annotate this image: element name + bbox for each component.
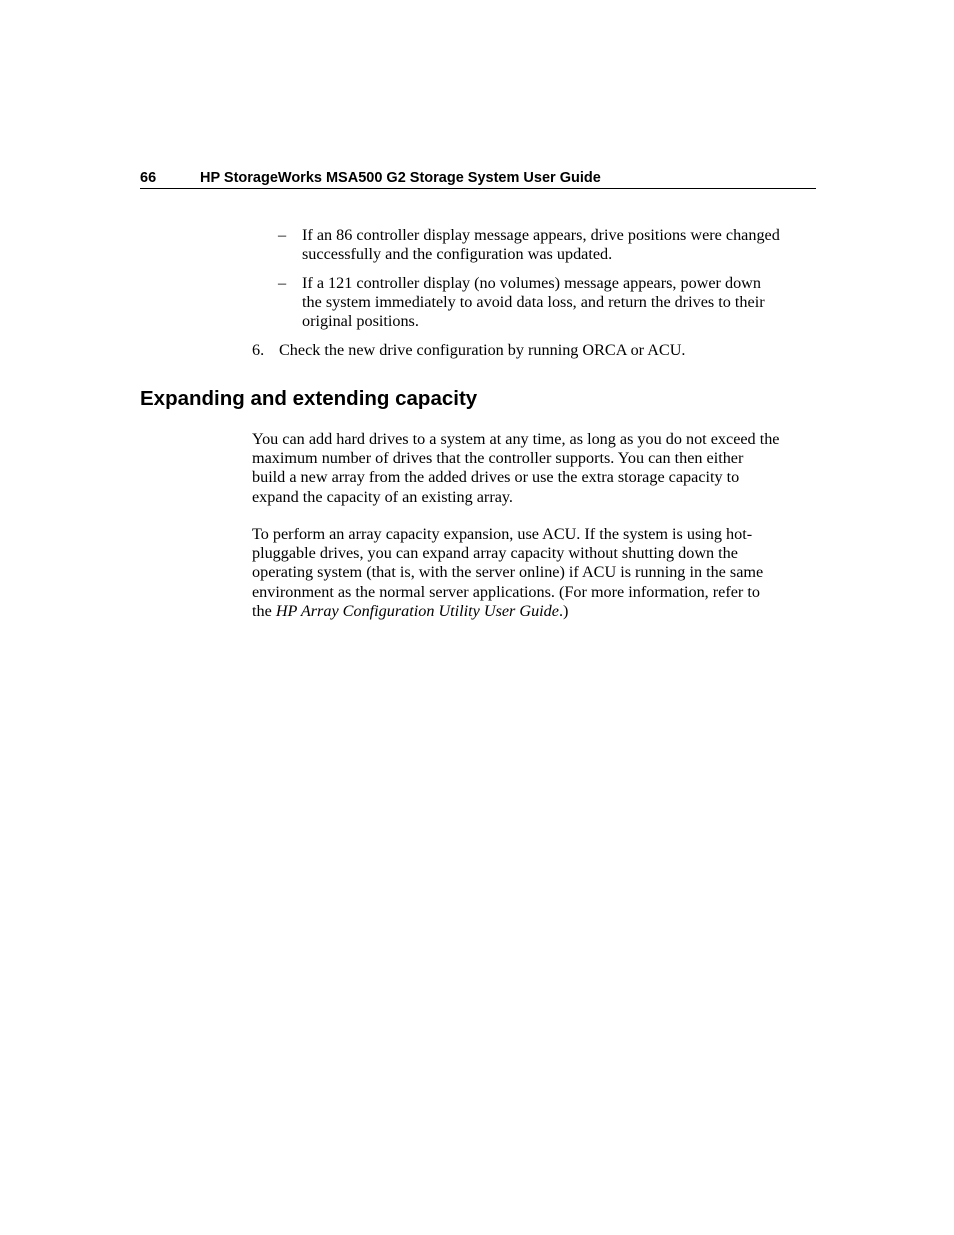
section-heading: Expanding and extending capacity [140, 387, 478, 410]
step-text: Check the new drive configuration by running ORCA or ACU. [279, 341, 686, 359]
document-title: HP StorageWorks MSA500 G2 Storage System User Guide [200, 170, 601, 186]
text-line: If a 121 controller display (no volumes) message appears, power down [302, 274, 761, 292]
text-line: You can add hard drives to a system at any time, as long as you do not exceed the [252, 430, 780, 448]
text-line [252, 602, 818, 621]
running-header [140, 168, 816, 189]
text-line: successfully and the configuration was updated. [302, 245, 613, 264]
text-line: pluggable drives, you can expand array capacity without shutting down the [252, 544, 738, 563]
text-line: maximum number of drives that the controller supports. You can then either [252, 449, 744, 468]
page-number: 66 [140, 170, 157, 186]
dash-bullet: – [278, 274, 287, 292]
dash-item-text [302, 274, 818, 332]
dash-bullet: – [278, 226, 287, 244]
text-line: To perform an array capacity expansion, use ACU. If the system is using hot- [252, 525, 753, 543]
text-line: the system immediately to avoid data loss, and return the drives to their [302, 293, 765, 312]
text-line: build a new array from the added drives or use the extra storage capacity to [252, 468, 740, 487]
text-run: the [252, 601, 276, 620]
text-run: .) [558, 601, 569, 620]
text-line: operating system (that is, with the server online) if ACU is running in the same [252, 563, 764, 582]
text-line: If an 86 controller display message appears, drive positions were changed [302, 226, 780, 244]
dash-item-text [302, 226, 818, 264]
paragraph [252, 430, 818, 507]
text-line: original positions. [302, 312, 419, 331]
guide-title-reference: HP Array Configuration Utility User Guide [275, 601, 559, 620]
text-line: expand the capacity of an existing array. [252, 487, 513, 506]
paragraph [252, 525, 818, 621]
step-number: 6. [252, 341, 265, 359]
text-line: environment as the normal server applications. (For more information, refer to [252, 582, 760, 601]
